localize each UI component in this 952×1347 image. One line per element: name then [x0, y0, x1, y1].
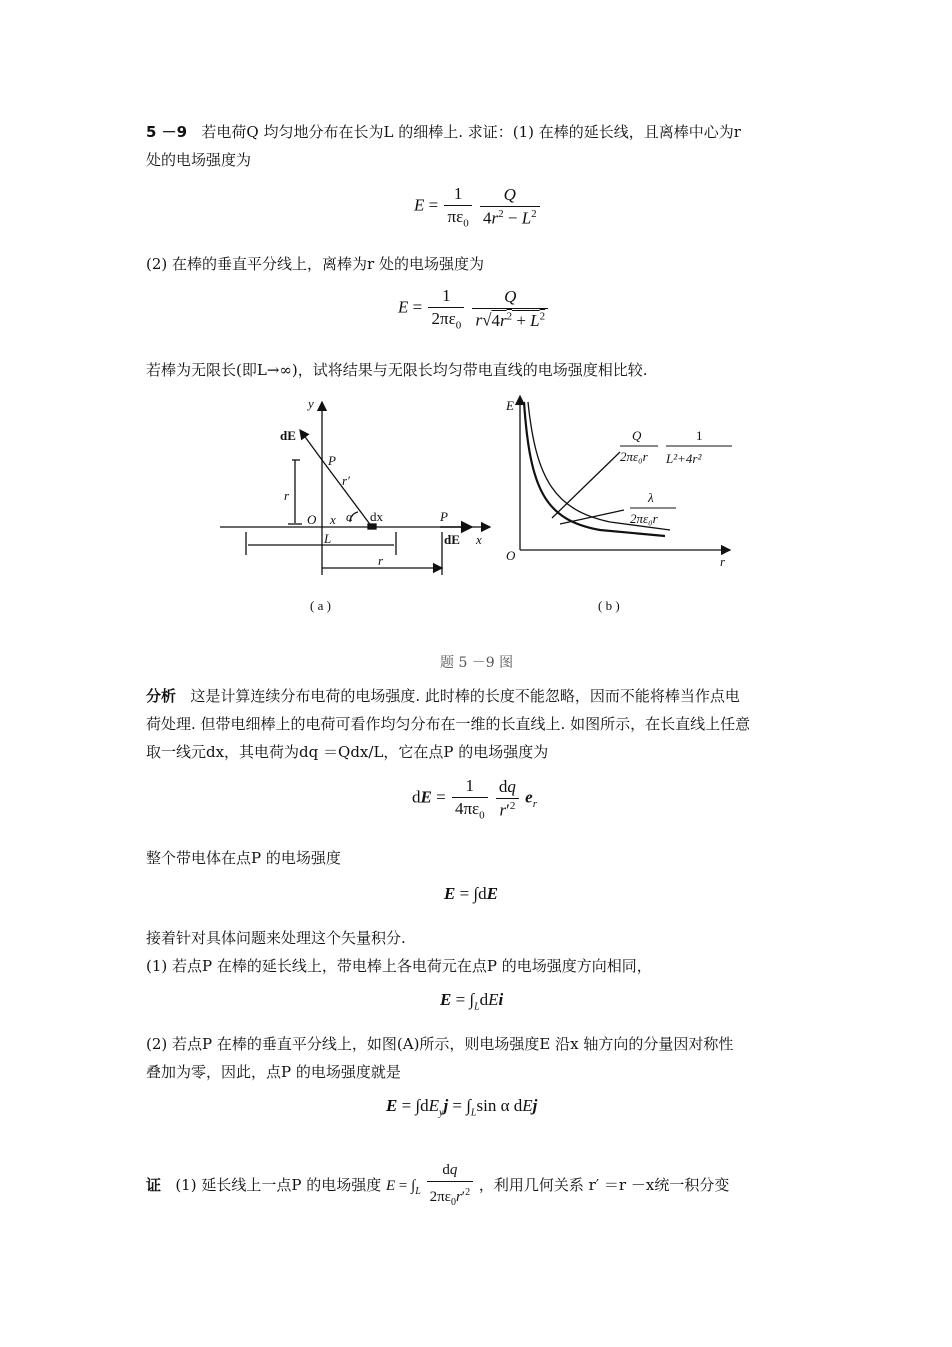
- label-r-prime: r′: [342, 473, 350, 488]
- analysis-line-1: [146, 686, 740, 706]
- figure-label-a: ( a ): [310, 598, 331, 613]
- label-r-b: r: [720, 554, 726, 569]
- analysis-text-1: 这是计算连续分布电荷的电场强度. 此时棒的长度不能忽略，因而不能将棒当作点电: [190, 687, 740, 705]
- analysis-heading: 分析: [146, 687, 177, 705]
- problem-line-3: 若棒为无限长(即L→∞)，试将结果与无限长均匀带电直线的电场强度相比较.: [146, 361, 648, 379]
- proof-text-b: ，利用几何关系 r′ ＝r －x统一积分变: [478, 1175, 730, 1194]
- label-dx: dx: [370, 509, 383, 524]
- label-r-left: r: [284, 488, 290, 503]
- label-L: L: [324, 531, 332, 546]
- equation-dE: dE = $\frac{1}{4\pi\varepsilon_0}$ $\frac{dq}{r'^2}$ $e_r$: [412, 776, 537, 822]
- proof-heading: 证: [146, 1175, 162, 1194]
- analysis-line-7: (2) 若点P 在棒的垂直平分线上，如图(A)所示，则电场强度E 沿x 轴方向的分量因对称性: [146, 1035, 734, 1053]
- curve1-den: 2πε₀r: [620, 449, 648, 464]
- problem-number: 5 －9: [146, 123, 188, 141]
- equation-bisector: $E = \int dE_yj = \int_L\sin$ α dEj: [386, 1096, 538, 1119]
- problem-line-2: 处的电场强度为: [146, 151, 252, 169]
- analysis-line-6: (1) 若点P 在棒的延长线上，带电棒上各电荷元在点P 的电场强度方向相同，: [146, 957, 652, 975]
- label-alpha: α: [346, 509, 353, 524]
- analysis-line-8: 叠加为零，因此，点P 的电场强度就是: [146, 1063, 401, 1081]
- analysis-line-3: 取一线元dx，其电荷为dq ＝Qdx/L，它在点P 的电场强度为: [146, 743, 549, 761]
- label-y: y: [308, 396, 314, 411]
- label-dE-right: dE: [444, 532, 460, 547]
- proof-line: [146, 1160, 729, 1213]
- equation-1: E = $\frac{1}{\pi\varepsilon_0}$ $\frac{Q}{4r^2 - L^2}$: [414, 184, 542, 229]
- label-E: E: [506, 398, 514, 413]
- equation-proof: $E = \int_L$ $\frac{dq}{2\pi\varepsilon_0r'^2}$: [386, 1178, 479, 1194]
- label-x-small: x: [330, 512, 336, 527]
- label-P-right: P: [440, 509, 448, 524]
- curve1-num: Q: [632, 428, 642, 443]
- equation-2: E = $\frac{1}{2\pi\varepsilon_0}$ $\frac{Q}{r√4r^2 + L^2}$: [398, 286, 550, 331]
- problem-line-1: [146, 122, 741, 142]
- figure-label-b: ( b ): [598, 598, 620, 613]
- analysis-line-5: 接着针对具体问题来处理这个矢量积分.: [146, 929, 406, 947]
- curve1-factor-den: L²+4r²: [666, 451, 702, 466]
- equation-integral: E = ∫dE: [444, 884, 498, 903]
- problem-part-2: (2) 在棒的垂直平分线上，离棒为r 处的电场强度为: [146, 255, 484, 273]
- figure: [200, 390, 760, 625]
- equation-extension: $E = \int_LdEi$: [440, 990, 504, 1013]
- label-x-axis: x: [476, 532, 482, 547]
- label-O-b: O: [506, 548, 516, 563]
- label-dE-top: dE: [280, 428, 296, 443]
- label-O-a: O: [307, 512, 317, 527]
- curve2-den: 2πε₀r: [630, 511, 658, 526]
- dE-vector-top: [300, 430, 322, 460]
- problem-text-1: 若电荷Q 均匀地分布在长为L 的细棒上. 求证：(1) 在棒的延长线，且离棒中心为r: [201, 123, 741, 141]
- curve1-factor-num: 1: [696, 428, 703, 443]
- label-P-top: P: [328, 453, 336, 468]
- figure-a: [220, 402, 490, 575]
- dx-element: [368, 524, 376, 529]
- figure-caption: 题 5 －9 图: [440, 655, 514, 671]
- analysis-line-2: 荷处理. 但带电细棒上的电荷可看作均匀分布在一维的长直线上. 如图所示，在长直线上任意: [146, 715, 751, 733]
- curve2-num: λ: [648, 490, 654, 505]
- figure-b: [520, 396, 730, 550]
- label-r-bottom: r: [378, 553, 384, 568]
- analysis-line-4: 整个带电体在点P 的电场强度: [146, 849, 341, 867]
- proof-text-a: (1) 延长线上一点P 的电场强度: [175, 1175, 382, 1194]
